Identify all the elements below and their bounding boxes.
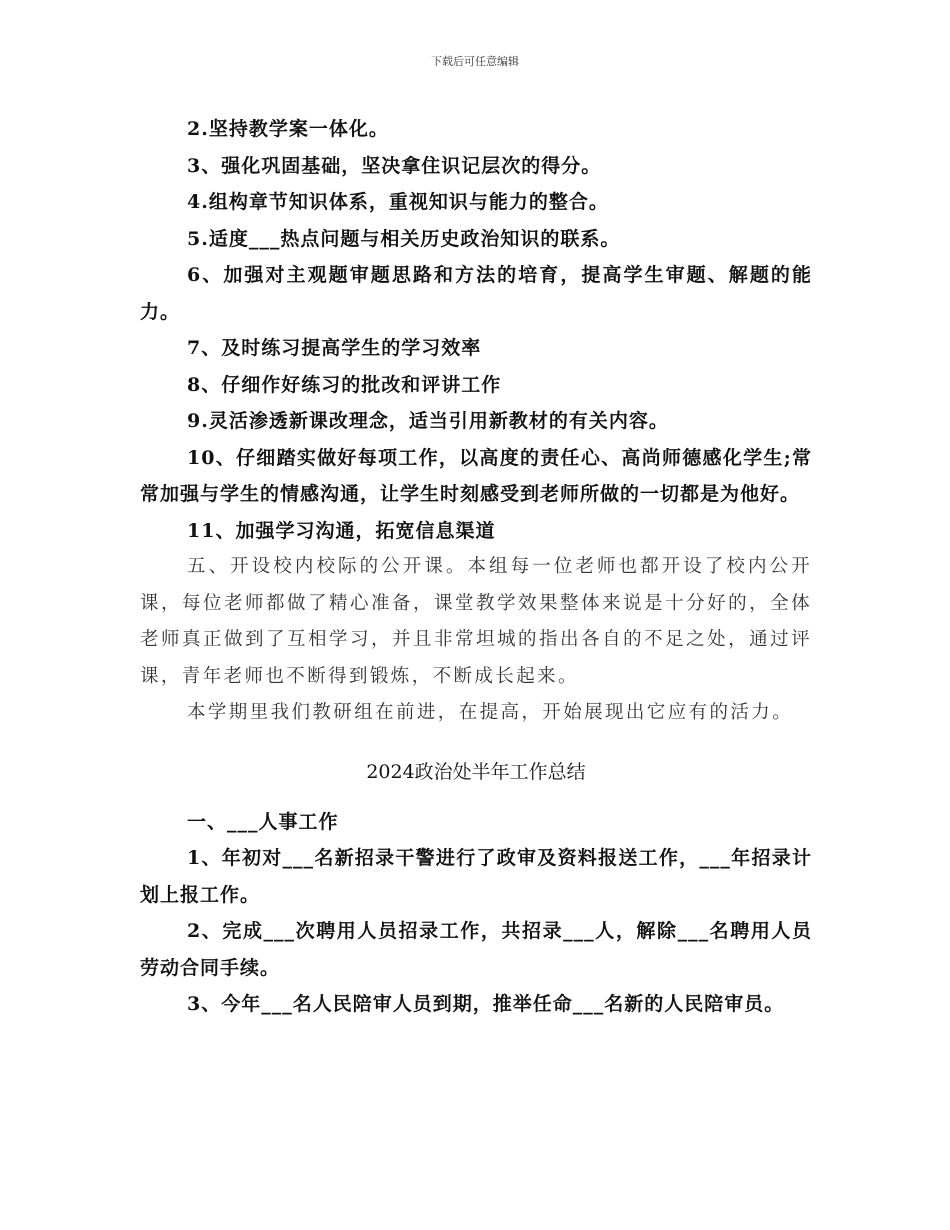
list-item: 6、加强对主观题审题思路和方法的培育，提高学生审题、解题的能力。 [140,264,812,323]
list-item: 11、加强学习沟通，拓宽信息渠道 [187,519,496,542]
open-class-section [140,549,812,732]
work-summary-list [140,804,812,1023]
list-item: 2.坚持教学案一体化。 [187,118,389,140]
list-item: 10、仔细踏实做好每项工作，以高度的责任心、高尚师德感化学生;常常加强与学生的情感沟通，让学生时刻感受到老师所做的一切都是为他好。 [140,446,812,505]
paragraph: 本学期里我们教研组在前进，在提高，开始展现出它应有的活力。 [187,702,794,723]
document-body [140,111,812,1023]
page-header: 下载后可任意编辑 [431,55,519,68]
list-item: 3、今年___名人民陪审人员到期，推举任命___名新的人民陪审员。 [187,993,785,1015]
list-item: 3、强化巩固基础，坚决拿住识记层次的得分。 [187,154,602,177]
list-item: 1、年初对___名新招录干警进行了政审及资料报送工作，___年招录计划上报工作。 [140,847,812,906]
section-heading: 一、___人事工作 [187,810,339,833]
list-item: 7、及时练习提高学生的学习效率 [187,337,482,359]
paragraph: 五、开设校内校际的公开课。本组每一位老师也都开设了校内公开课，每位老师都做了精心准备，课堂教学效果整体来说是十分好的，全体老师真正做到了互相学习，并且非常坦城的指出各自的不足之处，通过评课，青年老师也不断得到锻炼，不断成长起来。 [140,556,812,687]
teaching-measures-list [140,111,812,549]
list-item: 9.灵活渗透新课改理念，适当引用新教材的有关内容。 [187,410,669,432]
list-item: 5.适度___热点问题与相关历史政治知识的联系。 [187,227,621,250]
list-item: 8、仔细作好练习的批改和评讲工作 [187,373,502,396]
list-item: 4.组构章节知识体系，重视知识与能力的整合。 [187,191,609,213]
document-title: 2024政治处半年工作总结 [366,760,586,783]
list-item: 2、完成___次聘用人员招录工作，共招录___人，解除___名聘用人员劳动合同手续。 [140,920,812,979]
